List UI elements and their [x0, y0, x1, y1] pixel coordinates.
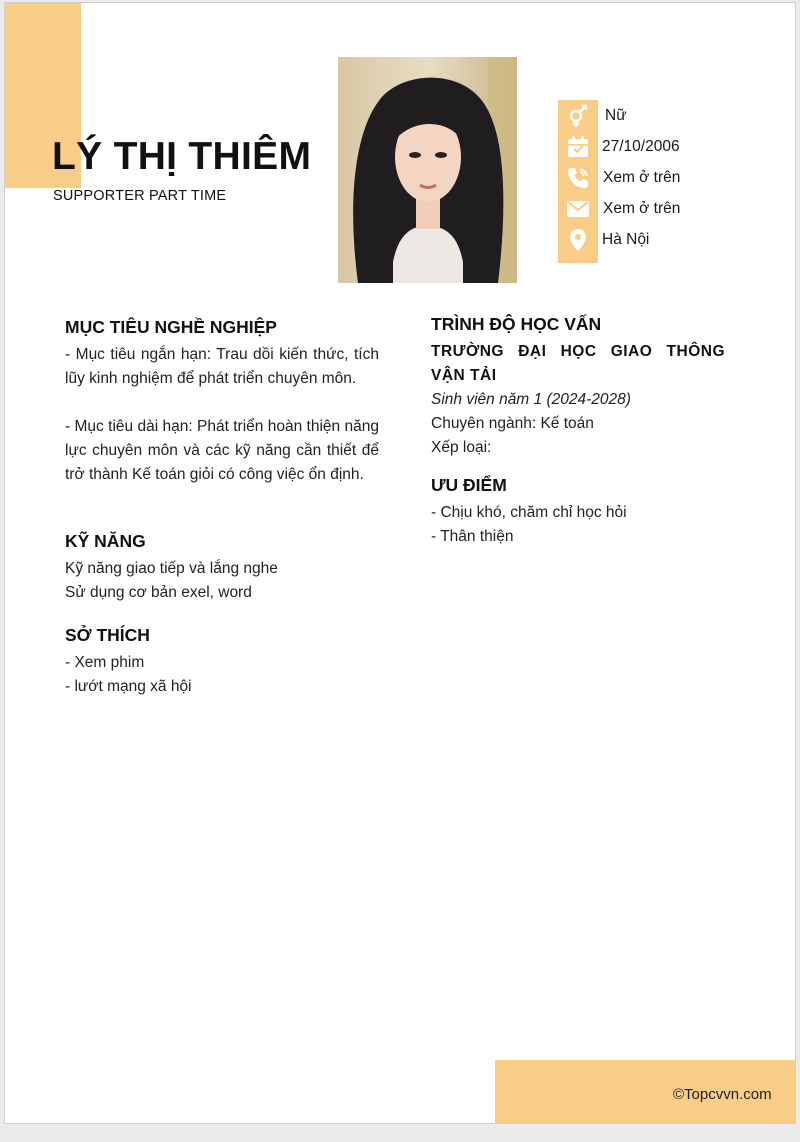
- strength-item: - Chịu khó, chăm chỉ học hỏi: [431, 504, 627, 521]
- skill-item: Sử dụng cơ bản exel, word: [65, 584, 252, 601]
- footer-copyright: ©Topcvvn.com: [673, 1086, 772, 1103]
- profile-photo: [338, 57, 517, 283]
- strength-item: - Thân thiện: [431, 528, 514, 545]
- email-text: Xem ở trên: [603, 200, 681, 217]
- phone-icon: [558, 163, 598, 193]
- candidate-role: SUPPORTER PART TIME: [53, 188, 227, 204]
- location-text: Hà Nội: [602, 231, 650, 248]
- candidate-name: LÝ THỊ THIÊM: [52, 135, 312, 178]
- strengths-title: ƯU ĐIỂM: [431, 475, 507, 495]
- phone-text: Xem ở trên: [603, 169, 681, 186]
- objective-title: MỤC TIÊU NGHỀ NGHIỆP: [65, 317, 277, 337]
- location-icon: [558, 225, 598, 255]
- cv-page: [4, 2, 796, 1124]
- education-title: TRÌNH ĐỘ HỌC VẤN: [431, 314, 602, 334]
- calendar-icon: [558, 132, 598, 162]
- gender-icon: [558, 101, 598, 131]
- objective-short-term: - Mục tiêu ngắn hạn: Trau dồi kiến thức, tích lũy kinh nghiệm để phát triển chuyên môn.: [65, 346, 379, 387]
- objective-long-term: - Mục tiêu dài hạn: Phát triển hoàn thiện năng lực chuyên môn và các kỹ năng cần thiết để trở thành Kế toán giỏi có công việc ổn định.: [65, 418, 379, 483]
- skill-item: Kỹ năng giao tiếp và lắng nghe: [65, 560, 278, 577]
- skills-title: KỸ NĂNG: [65, 531, 146, 551]
- email-icon: [558, 194, 598, 224]
- hobbies-title: SỞ THÍCH: [65, 625, 150, 645]
- school-name: TRƯỜNG ĐẠI HỌC GIAO THÔNG VẬN TẢI: [431, 343, 725, 384]
- major: Chuyên ngành: Kế toán: [431, 415, 594, 432]
- birthdate-text: 27/10/2006: [602, 138, 680, 155]
- gender-text: Nữ: [605, 107, 627, 124]
- rank: Xếp loại:: [431, 439, 492, 456]
- study-period: Sinh viên năm 1 (2024-2028): [431, 391, 631, 408]
- hobby-item: - lướt mạng xã hội: [65, 678, 192, 695]
- hobby-item: - Xem phim: [65, 654, 145, 671]
